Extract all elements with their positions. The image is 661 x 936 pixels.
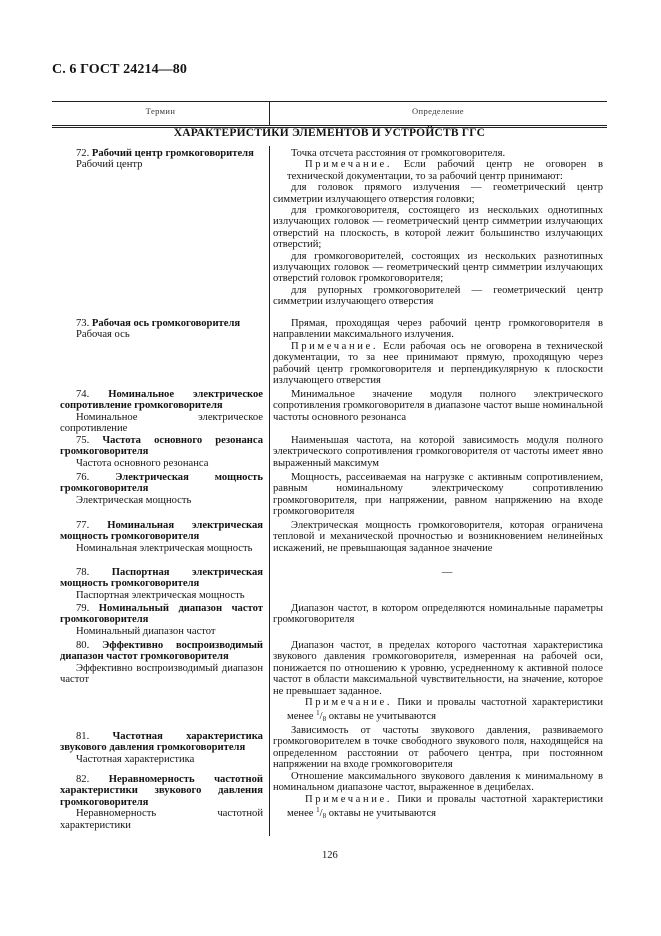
note-text: октавы не учитываются xyxy=(328,808,437,820)
page-number: 126 xyxy=(322,850,338,861)
definition-81 xyxy=(273,725,603,771)
note-text: Если рабочая ось не оговорена в технической документации, то за нее принимают прямую, проходящую через рабочий центр громкоговорителя и перпендикулярную к плоскости излучающего отверстия xyxy=(273,340,603,387)
term-title: Неравномерность частотной характеристики звукового давления громкоговорителя xyxy=(60,774,263,808)
fraction-numerator: 1 xyxy=(316,709,320,718)
definition-78 xyxy=(273,567,603,578)
term-entry-76 xyxy=(60,472,263,506)
term-number: 75. xyxy=(76,435,90,446)
definition-77 xyxy=(273,520,603,554)
fraction: $^1/_8$ xyxy=(316,709,327,724)
note-text: октавы не учитываются xyxy=(328,711,437,723)
term-entry-81 xyxy=(60,731,263,765)
term-entry-74 xyxy=(60,389,263,435)
definition-79 xyxy=(273,603,603,626)
note xyxy=(273,341,603,387)
definition-text: Прямая, проходящая через рабочий центр громкоговорителя в направлении максимального излучения. xyxy=(273,318,603,341)
term-title: Рабочий центр громкоговорителя xyxy=(91,148,254,159)
note-label: Примечание. xyxy=(291,340,379,352)
term-number: 76. xyxy=(76,472,90,483)
definition-72 xyxy=(273,148,603,308)
term-short: Номинальная электрическая мощность xyxy=(76,542,253,554)
definition-text: Наименьшая частота, на которой зависимость модуля полного электрического сопротивления громкоговорителя от частоты имеет явно выраженный максимум xyxy=(273,435,603,469)
term-number: 72. xyxy=(76,148,90,159)
definition-text: Электрическая мощность громкоговорителя, которая ограничена тепловой и механической прочностью и возникновением нелинейных искажений, не превышающая заданное значение xyxy=(273,520,603,554)
column-header-term: Термин xyxy=(145,106,176,116)
definition-text: Отношение максимального звукового давления к минимальному в номинальном диапазоне частот, выраженное в децибелах. xyxy=(273,771,603,794)
definition-80 xyxy=(273,640,603,726)
note-item: для рупорных громкоговорителей — геометрический центр симметрии излучающего отверстия xyxy=(273,284,603,308)
term-short: Номинальное электрическое сопротивление xyxy=(60,411,263,435)
term-entry-79 xyxy=(60,603,263,637)
term-short: Рабочая ось xyxy=(76,329,130,341)
term-number: 78. xyxy=(76,567,90,578)
fraction-numerator: 1 xyxy=(316,806,320,815)
fraction-denominator: 8 xyxy=(322,715,327,724)
definition-text: Точка отсчета расстояния от громкоговорителя. xyxy=(291,148,506,159)
term-number: 73. xyxy=(76,318,90,329)
note xyxy=(273,794,603,823)
definition-text: — xyxy=(441,567,453,578)
definition-text: Диапазон частот, в котором определяются номинальные параметры громкоговорителя xyxy=(273,603,603,626)
term-short: Рабочий центр xyxy=(76,159,143,171)
page-header: С. 6 ГОСТ 24214—80 xyxy=(52,62,187,77)
definition-82 xyxy=(273,771,603,823)
term-short: Паспортная электрическая мощность xyxy=(76,589,245,601)
term-entry-82 xyxy=(60,774,263,831)
term-title: Эффективно воспроизводимый диапазон частот громкоговорителя xyxy=(60,640,263,663)
note-label: Примечание. xyxy=(305,159,393,171)
definition-text: Диапазон частот, в пределах которого частотная характеристика звукового давления громкоговорителя, измеренная на рабочей оси, понижается по отношению к уровню, усредненному к активной полосе частот в области максимальной чувствительности, на значение, которое не превышает заданное. xyxy=(273,640,603,697)
term-title: Номинальное электрическое сопротивление громкоговорителя xyxy=(60,389,263,412)
note-item: для головок прямого излучения — геометрический центр симметрии излучающего отверстия головки; xyxy=(273,182,603,205)
definition-text: Мощность, рассеиваемая на нагрузке с активным сопротивлением, равным номинальному электрическому сопротивлению громкоговорителя, при напряжении, равном напряжению на входе громкоговорителя xyxy=(273,472,603,518)
term-short: Электрическая мощность xyxy=(76,494,192,506)
note-label: Примечание. xyxy=(305,697,393,709)
term-entry-77 xyxy=(60,520,263,554)
term-entry-80 xyxy=(60,640,263,686)
section-title: ХАРАКТЕРИСТИКИ ЭЛЕМЕНТОВ И УСТРОЙСТВ ГГС xyxy=(173,127,486,139)
note-text: Пики и провалы частотной характеристики менее xyxy=(287,793,603,820)
fraction: $^1/_8$ xyxy=(316,806,327,821)
term-short: Номинальный диапазон частот xyxy=(76,625,216,637)
term-number: 79. xyxy=(76,603,90,614)
term-short: Частота основного резонанса xyxy=(76,457,209,469)
term-title: Частотная характеристика звукового давления громкоговорителя xyxy=(60,731,263,754)
column-header-definition: Определение xyxy=(412,106,464,116)
term-title: Электрическая мощность громкоговорителя xyxy=(60,472,263,495)
definition-75 xyxy=(273,435,603,469)
definition-73 xyxy=(273,318,603,386)
term-number: 74. xyxy=(76,389,90,400)
term-entry-73 xyxy=(60,318,263,341)
term-title: Рабочая ось громкоговорителя xyxy=(91,318,241,329)
term-entry-78 xyxy=(60,567,263,601)
term-number: 80. xyxy=(76,640,90,651)
term-entry-72 xyxy=(60,148,263,171)
term-short: Частотная характеристика xyxy=(76,753,195,765)
definition-76 xyxy=(273,472,603,518)
term-entry-75 xyxy=(60,435,263,469)
table-header xyxy=(52,101,607,128)
term-title: Номинальный диапазон частот громкоговорителя xyxy=(60,603,263,626)
note-item: для громкоговорителя, состоящего из нескольких однотипных излучающих головок — геометрический центр симметрии излучающих отверстий на плоскость, в которой лежит большинство излучающих отверстий; xyxy=(273,205,603,251)
note-text: Пики и провалы частотной характеристики менее xyxy=(287,697,603,723)
term-number: 81. xyxy=(76,731,90,742)
term-title: Номинальная электрическая мощность громкоговорителя xyxy=(60,520,263,543)
fraction-denominator: 8 xyxy=(322,812,327,821)
definition-74 xyxy=(273,389,603,423)
note-text: Если рабочий центр не оговорен в технической документации, то за рабочий центр принимают: xyxy=(287,159,603,182)
definition-text: Зависимость от частоты звукового давления, развиваемого громкоговорителем в точке свободного звукового поля, находящейся на определенном расстоянии от рабочего центра, при постоянном напряжении на входе громкоговорителя xyxy=(273,725,603,771)
term-title: Частота основного резонанса громкоговорителя xyxy=(60,435,263,458)
term-number: 77. xyxy=(76,520,90,531)
column-divider-body xyxy=(269,146,270,836)
term-short: Неравномерность частотной характеристики xyxy=(60,808,263,831)
note-item: для громкоговорителей, состоящих из нескольких разнотипных излучающих головок — геометрический центр симметрии излучающих отверстий головок громкоговорителя; xyxy=(273,250,603,285)
definition-text: Минимальное значение модуля полного электрического сопротивления громкоговорителя в диапазоне частот выше номинальной частоты основного резонанса xyxy=(273,389,603,423)
note xyxy=(273,697,603,726)
note xyxy=(273,159,603,182)
term-number: 82. xyxy=(76,774,90,785)
term-short: Эффективно воспроизводимый диапазон частот xyxy=(60,662,263,686)
note-label: Примечание. xyxy=(305,793,393,805)
term-title: Паспортная электрическая мощность громкоговорителя xyxy=(60,567,263,590)
